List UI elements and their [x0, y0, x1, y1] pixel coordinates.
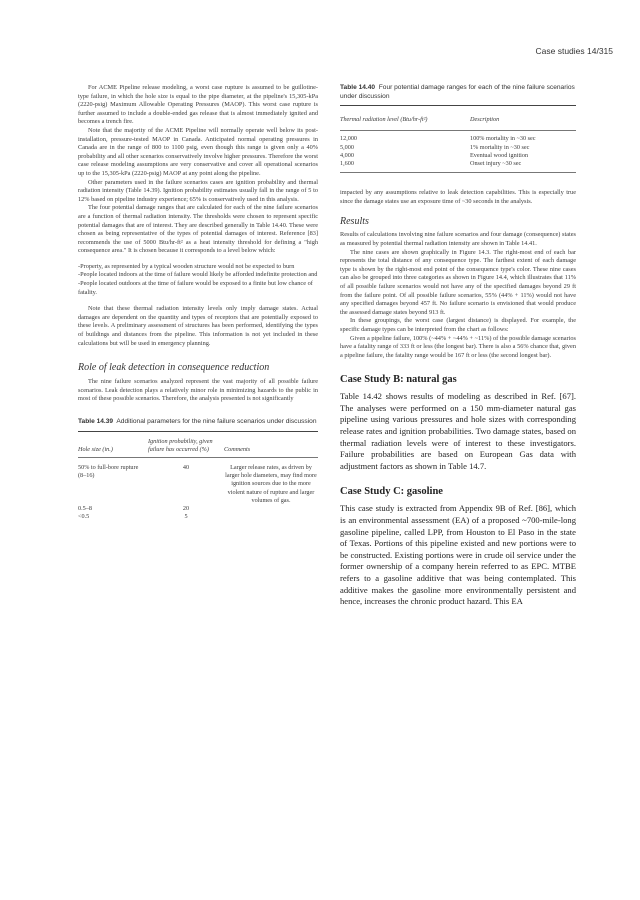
paragraph: The nine failure scenarios analyzed represent the vast majority of all possible failure scenarios. Leak detection plays a relatively minor role in minimizing hazards to the public in most of these possible scenarios. Therefore, the analysis presented is not significantly: [78, 378, 318, 403]
table-14-40-body: [340, 135, 576, 168]
table-row: [78, 464, 318, 505]
table-cell: 5,000: [340, 143, 354, 151]
table-row: [340, 152, 576, 160]
left-column: [78, 84, 318, 521]
table-cell: 5: [184, 513, 188, 521]
table-cell: [224, 513, 318, 521]
paragraph: Table 14.42 shows results of modeling as described in Ref. [67]. The analyses were performed on a 150 mm-diameter natural gas pipeline using various pressures and hole sizes with corresponding release rates and ignition probabilities. Two damage states, based on thermal radiation levels were of interest to these investigators. Failure probabilities are based on European Gas data with adjustment factors as shown in Table 14.7.: [340, 391, 576, 471]
paragraph: Results of calculations involving nine failure scenarios and four damage (consequence) states as measured by potential thermal radiation intensity are shown in Table 14.41.: [340, 231, 576, 247]
table-caption: [78, 418, 318, 427]
section-heading: Results: [340, 216, 369, 228]
table-caption-text: Four potential damage ranges for each of the nine failure scenarios under discussion: [340, 84, 575, 100]
table-header-cell: Hole size (in.): [78, 445, 113, 453]
table-cell: 50% to full-bore rupture (8–16): [78, 464, 139, 480]
table-cell: 12,000: [340, 135, 358, 143]
table-cell: 0.5–8: [78, 505, 92, 513]
paragraph: Note that these thermal radiation intensity levels only imply damage states. Actual damages are dependent on the quantity and types of receptors that are potentially exposed to these levels. A preliminary assessment of structures has been performed, identifying the types of buildings and distances from the pipeline. This information is not yet included in these calculations but will be used in emergency planning.: [78, 305, 318, 347]
table-header-cell: Thermal radiation level (Btu/hr-ft²): [340, 116, 428, 124]
table-header-cell: Comments: [224, 445, 251, 453]
paragraph: The nine cases are shown graphically in Figure 14.3. The right-most end of each bar represents the total distance of any consequence type. The farthest extent of each damage type is shown by the right-most end point of the consequence type's color. These nine cases can also be grouped into three categories as shown in Figure 14.4, which illustrates that 11% of all possible failure scenarios would not have any of the specified damages beyond 29 ft from the failure point. Of all possible failure scenarios, 55% (44% + 11%) would not have any specified damages beyond 457 ft. No failure scenario is envisioned that would produce the assessed damage states beyond 913 ft.: [340, 248, 576, 316]
section-heading: Role of leak detection in consequence reduction: [78, 362, 270, 374]
table-cell: 20: [182, 505, 190, 513]
table-caption-text: Additional parameters for the nine failure scenarios under discussion: [116, 418, 317, 425]
paragraph: Other parameters used in the failure scenarios cases are ignition probability and thermal radiation intensity (Table 14.39). Ignition probability estimates usually fall in the range of 5 to 12% based on pipeline industry experience; 65% is conservatively used in this analysis.: [78, 178, 318, 203]
table-cell: 100% mortality in ~30 sec: [470, 135, 536, 143]
paragraph: This case study is extracted from Appendix 9B of Ref. [86], which is an environmental assessment (EA) of a proposed ~700-mile-long gasoline pipeline, called LPP, from Houston to El Paso in the state of Texas. Portions of this pipeline existed and new portions were to be constructed. Existing portions were in crude oil service under the former ownership of a company herein referred to as EPC. MTBE refers to a gasoline additive that was being contemplated. This additive makes the gasoline more environmentally persistent and hence, increases the chronic product hazard. This EA: [340, 503, 576, 607]
table-header-row: [340, 116, 576, 124]
table-cell: 4,000: [340, 151, 354, 159]
table-row: [78, 505, 318, 513]
table-row: [340, 160, 576, 168]
table-header-cell: Description: [470, 116, 500, 124]
table-header-row: [78, 438, 318, 454]
table-cell: 40: [182, 464, 190, 471]
section-heading: Case Study B: natural gas: [340, 374, 457, 386]
table-cell: [224, 505, 318, 513]
running-head: Case studies 14/315: [535, 46, 613, 56]
table-row: [340, 144, 576, 152]
table-caption: [340, 84, 576, 101]
table-cell: 1% mortality in ~30 sec: [470, 143, 530, 151]
paragraph: impacted by any assumptions relative to leak detection capabilities. This is especially true since the damage states use an exposure time of ~30 seconds in the analysis.: [340, 189, 576, 205]
table-row: [340, 135, 576, 143]
paragraph: For ACME Pipeline release modeling, a worst case rupture is assumed to be guillotine-type failure, in which the hole size is equal to the pipe diameter, at the pipeline's 15,305-kPa (2220-psig) Maximum Allowable Operating Pressures (MAOP). This worst case rupture is further assumed to include a double-ended gas release that is almost immediately ignited and becomes a trench fire.: [78, 84, 318, 126]
table-14-39-body: [78, 464, 318, 521]
paragraph: Given a pipeline failure, 100% (~44% + ~44% + ~11%) of the possible damage scenarios have a fatality range of 333 ft or less (the longest bar). There is also a 56% chance that, given a pipeline failure, the fatality range would be 167 ft or less (the second longest bar).: [340, 334, 576, 359]
table-label: Table 14.39: [78, 418, 114, 425]
list-item: -Property, as represented by a typical wooden structure would not be expected to burn: [78, 262, 295, 270]
table-label: Table 14.40: [340, 84, 376, 91]
table-14-39: [78, 438, 318, 454]
table-cell: Eventual wood ignition: [470, 151, 529, 159]
table-cell: <0.5: [78, 513, 90, 521]
section-heading: Case Study C: gasoline: [340, 486, 443, 498]
paragraph: The four potential damage ranges that are calculated for each of the nine failure scenarios are a function of thermal radiation intensity. The thresholds were chosen to represent specific potential damages that are of interest. They are described generally in Table 14.40. These were chosen as being representative of the types of potential damages of interest. Reference [83] recommends the use of 5000 Btu/hr-ft² as a heat intensity threshold for defining a "high consequence area." It is chosen because it corresponds to a level below which:: [78, 204, 318, 255]
list-item: -People located outdoors at the time of failure would be exposed to a finite but low chance of fatality.: [78, 280, 313, 296]
right-column: [340, 84, 576, 608]
paragraph: In these groupings, the worst case (largest distance) is displayed. For example, the specific damage types can be interpreted from the chart as follows:: [340, 317, 576, 333]
table-header-cell: Ignition probability, given failure has occurred (%): [148, 437, 213, 453]
table-cell: 1,600: [340, 160, 354, 167]
table-14-40: [340, 116, 576, 124]
paragraph: Note that the majority of the ACME Pipeline will normally operate well below its post-installation, pressure-tested MAOP in Canada. Anticipated normal operating pressures in Canada are in the range of 800 to 1100 psig, even though this range is given only a 40% probability and all other scenarios conservatively involve higher pressures. Therefore the worst case release modeling assumptions are very conservative and cover all operational scenarios up to the 15,305-kPa (2220-psig) MAOP at any point along the pipeline.: [78, 126, 318, 177]
table-row: [78, 513, 318, 521]
table-cell: Onset injury ~30 sec: [470, 160, 522, 167]
table-cell: Larger release rates, as driven by larger hole diameters, may find more ignition sources due to the more violent nature of rupture and larger volumes of gas.: [225, 464, 317, 504]
list-item: -People located indoors at the time of failure would likely be afforded indefinite protection and: [78, 271, 318, 279]
